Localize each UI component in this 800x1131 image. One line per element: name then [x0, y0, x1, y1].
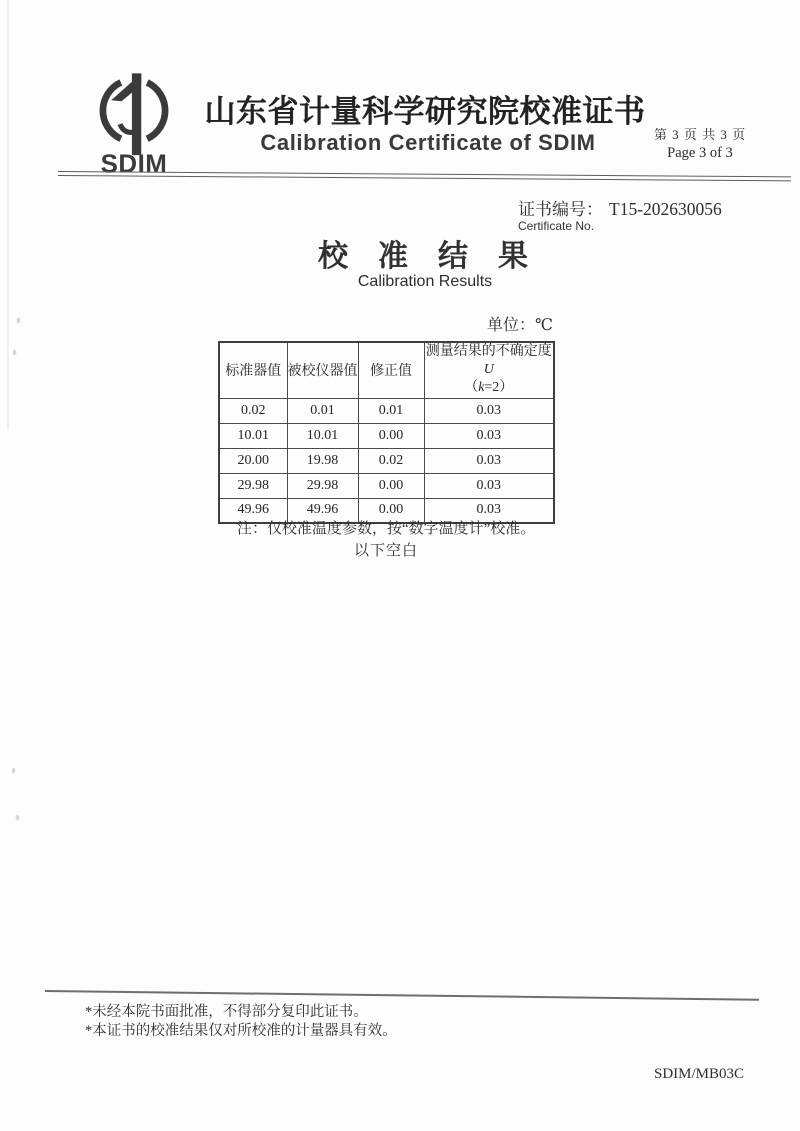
- col-header-uncertainty: [424, 342, 554, 398]
- cell-standard: 0.02: [219, 398, 287, 423]
- document-code: SDIM/MB03C: [654, 1066, 745, 1082]
- uncertainty-paren: （: [464, 380, 479, 396]
- cell-uncertainty: 0.03: [424, 423, 554, 448]
- cell-correction: 0.01: [358, 398, 424, 423]
- footer-divider: [45, 990, 759, 1000]
- scan-speck: [17, 318, 20, 323]
- footer-note-line2: *本证书的校准结果仅对所校准的计量器具有效。: [85, 1022, 397, 1039]
- cell-correction: 0.00: [358, 473, 424, 498]
- uncertainty-k: k: [478, 380, 485, 396]
- cell-uncertainty: 0.03: [424, 398, 554, 423]
- cell-standard: 10.01: [219, 423, 287, 448]
- svg-text:SDIM: SDIM: [100, 150, 168, 176]
- results-heading-zh: 校 准 结 果: [318, 240, 528, 273]
- footer-notes: [85, 1003, 397, 1040]
- page-info-zh: 第 3 页 共 3 页: [653, 127, 747, 142]
- cell-device: 10.01: [287, 423, 358, 448]
- col-header-standard: 标准器值: [219, 342, 287, 398]
- col-header-correction: 修正值: [358, 342, 424, 398]
- cell-device: 29.98: [287, 473, 358, 498]
- cell-standard: 29.98: [219, 473, 287, 498]
- cell-device: 49.96: [287, 498, 358, 523]
- cell-standard: 49.96: [219, 498, 287, 523]
- certificate-number-value: T15-202630056: [609, 199, 722, 219]
- scan-speck: [13, 350, 16, 355]
- footer-note-line1: *未经本院书面批准，不得部分复印此证书。: [85, 1004, 368, 1020]
- cell-correction: 0.02: [358, 448, 424, 473]
- cell-device: 0.01: [287, 398, 358, 423]
- cell-correction: 0.00: [358, 498, 424, 523]
- uncertainty-text: 测量结果的不确定度: [425, 344, 552, 359]
- cell-correction: 0.00: [358, 423, 424, 448]
- uncertainty-symbol: U: [483, 362, 494, 378]
- cell-device: 19.98: [287, 448, 358, 473]
- certificate-title-zh: 山东省计量科学研究院校准证书: [204, 94, 646, 129]
- uncertainty-rest: =2）: [484, 380, 514, 396]
- table-row: [219, 423, 554, 448]
- table-row: [219, 448, 554, 473]
- results-heading-en: Calibration Results: [357, 273, 493, 290]
- page-info: [640, 126, 760, 163]
- results-table: [218, 341, 555, 524]
- scan-edge-artifact: [7, 0, 9, 430]
- certificate-number-label: 证书编号：: [518, 200, 603, 219]
- cell-uncertainty: 0.03: [424, 448, 554, 473]
- cell-uncertainty: 0.03: [424, 498, 554, 523]
- col-header-device: 被校仪器值: [287, 342, 358, 398]
- blank-below-note: 以下空白: [354, 543, 419, 559]
- certificate-number: [518, 195, 722, 220]
- scan-speck: [16, 815, 19, 820]
- table-row: [219, 398, 554, 423]
- scan-speck: [12, 768, 15, 773]
- unit-label: 单位：℃: [487, 317, 553, 334]
- certificate-number-label-en: Certificate No.: [518, 219, 595, 233]
- calibration-remark: 注：仅校准温度参数，按“数字温度计”校准。: [237, 521, 536, 537]
- header-divider: [58, 171, 791, 181]
- table-row: [219, 473, 554, 498]
- table-header-row: [219, 342, 554, 398]
- page-info-en: Page 3 of 3: [667, 144, 733, 161]
- cell-standard: 20.00: [219, 448, 287, 473]
- cell-uncertainty: 0.03: [424, 473, 554, 498]
- certificate-title-en: Calibration Certificate of SDIM: [260, 130, 596, 155]
